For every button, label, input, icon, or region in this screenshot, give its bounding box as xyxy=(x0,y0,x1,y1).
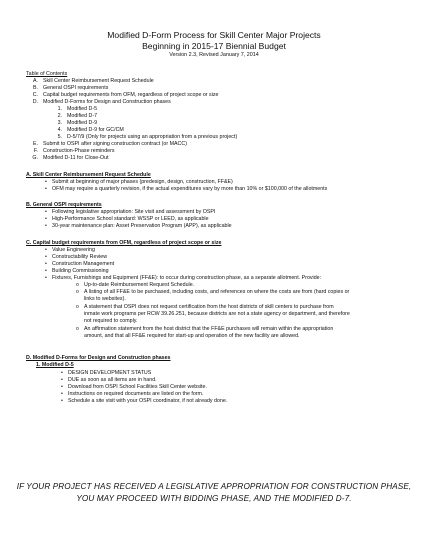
toc-subitem xyxy=(52,106,97,113)
toc-item xyxy=(28,99,171,106)
section-b-bullet: • 30-year maintenance plan: Asset Preservation Program (APP), as applicable xyxy=(52,223,232,230)
section-c-sub-bullet-cont: links to websites). xyxy=(84,296,126,302)
section-c-sub-bullet: o A listing of all FF&E to be purchased, including costs, and references on where the costs are from (hard copies or xyxy=(84,289,349,296)
section-c-bullet: • Building Commissioning xyxy=(52,268,109,275)
toc-subitem xyxy=(52,127,124,134)
toc-item xyxy=(28,141,187,148)
toc-item xyxy=(28,155,109,162)
toc-item-text: Skill Center Reimbursement Request Schedule xyxy=(43,78,154,84)
toc-item-text: Modified D-7 xyxy=(67,113,98,119)
toc-marker: C. xyxy=(32,92,38,98)
toc-marker: A. xyxy=(32,78,38,84)
section-a-heading: A. Skill Center Reimbursement Request Schedule xyxy=(26,172,151,178)
toc-item xyxy=(28,85,108,92)
toc-item-text: Modified D-9 xyxy=(67,120,98,126)
section-b-bullet: • High-Performance School standard: WSSP or LEED, as applicable xyxy=(52,216,209,223)
section-c-bullet: • Fixtures, Furnishings and Equipment (FF&E): to occur during construction phase, as a separate allotment. Provide: xyxy=(52,275,321,282)
toc-item-text: Modified D-11 for Close-Out xyxy=(43,155,109,161)
document-title-line1: Modified D-Form Process for Skill Center Major Projects xyxy=(107,30,321,40)
toc-heading: Table of Contents xyxy=(26,71,68,77)
document-version: Version 2.3, Revised January 7, 2014 xyxy=(169,52,259,58)
toc-item-text: D-5/7/9 (Only for projects using an appropriation from a previous project) xyxy=(67,134,238,140)
section-c-sub-bullet-cont: inmate work programs per RCW 39.26.251, because districts are not a state agency or department, and therefore xyxy=(84,311,350,317)
section-c-bullet: • Constructability Review xyxy=(52,254,107,261)
toc-marker: 3. xyxy=(57,120,62,126)
toc-item-text: Modified D-5 xyxy=(67,106,98,112)
toc-item-text: Capital budget requirements from OFM, regardless of project scope or size xyxy=(43,92,219,98)
section-b-bullet: • Following legislative appropriation: Site visit and assessment by OSPI xyxy=(52,209,215,216)
toc-item xyxy=(28,148,115,155)
closing-notice-line1: IF YOUR PROJECT HAS RECEIVED A LEGISLATIVE APPROPRIATION FOR CONSTRUCTION PHASE, xyxy=(16,482,412,491)
toc-marker: 5. xyxy=(57,134,62,140)
toc-marker: 2. xyxy=(57,113,62,119)
section-c-sub-bullet-cont: amount, and that all FF&E required for start-up and operation of the new facility are allowed. xyxy=(84,333,300,339)
section-d-bullet: • Instructions on required documents are listed on the form. xyxy=(68,391,203,398)
section-a-bullet: • Submit at beginning of major phases (predesign, design, construction, FF&E) xyxy=(52,179,233,186)
section-d-bullet: • DUE as soon as all items are in hand. xyxy=(68,377,157,384)
toc-item-text: Construction-Phase reminders xyxy=(43,148,115,154)
toc-marker: F. xyxy=(33,148,38,154)
toc-subitem xyxy=(52,134,237,141)
section-c-sub-bullet: o A statement that OSPI does not request certification from the host districts of skill centers to purchase from xyxy=(84,304,334,311)
section-c-sub-bullet: o Up-to-date Reimbursement Request Schedule. xyxy=(84,282,194,289)
toc-marker: B. xyxy=(32,85,38,91)
document-title-line2: Beginning in 2015-17 Biennial Budget xyxy=(142,41,286,51)
toc-item-text: Modified D-Forms for Design and Construction phases xyxy=(43,99,171,105)
toc-subitem xyxy=(52,113,97,120)
toc-marker: D. xyxy=(32,99,38,105)
toc-item-text: Modified D-9 for GC/CM xyxy=(67,127,124,133)
section-c-bullet: • Value Engineering xyxy=(52,247,95,254)
section-c-sub-bullet: o An affirmation statement from the host district that the FF&E purchases will remain within the appropriation xyxy=(84,326,333,333)
toc-item-text: General OSPI requirements xyxy=(43,85,109,91)
toc-item-text: Submit to OSPI after signing construction contract (or MACC) xyxy=(43,141,187,147)
section-c-bullet: • Construction Management xyxy=(52,261,114,268)
toc-marker: E. xyxy=(32,141,38,147)
section-d-bullet: • DESIGN DEVELOPMENT STATUS xyxy=(68,370,151,377)
toc-marker: 4. xyxy=(57,127,62,133)
toc-subitem xyxy=(52,120,97,127)
toc-item xyxy=(28,92,218,99)
section-c-heading: C. Capital budget requirements from OFM, regardless of project scope or size xyxy=(26,240,222,246)
section-d-bullet: • Download from OSPI School Facilities Skill Center website. xyxy=(68,384,207,391)
section-d-heading: D. Modified D-Forms for Design and Construction phases xyxy=(26,355,171,361)
toc-marker: 1. xyxy=(57,106,62,112)
section-d-subheading: 1. Modified D-5 xyxy=(36,362,74,368)
toc-marker: G. xyxy=(32,155,38,161)
toc-item xyxy=(28,78,154,85)
section-a-bullet: • OFM may require a quarterly revision, if the actual expenditures vary by more than 10% or $100,000 of the allotments xyxy=(52,186,327,193)
closing-notice-line2: YOU MAY PROCEED WITH BIDDING PHASE, AND THE MODIFIED D-7. xyxy=(76,494,352,503)
section-d-bullet: • Schedule a site visit with your OSPI coordinator, if not already done. xyxy=(68,398,227,405)
section-c-sub-bullet-cont: not required to comply. xyxy=(84,318,138,324)
section-b-heading: B. General OSPI requirements xyxy=(26,202,102,208)
